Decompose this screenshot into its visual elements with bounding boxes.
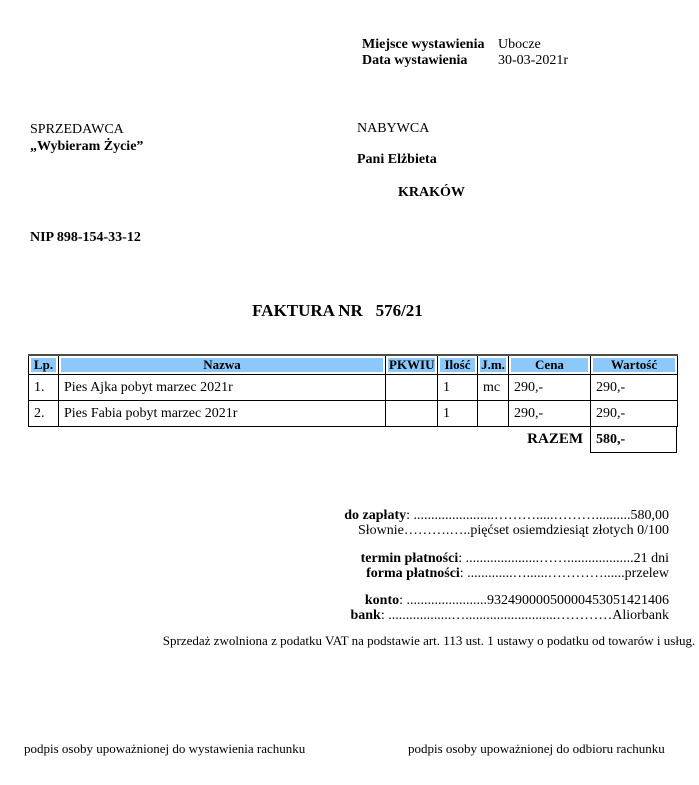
payment-term-line [344, 551, 669, 566]
payment-method-value: : .............…......…………......przelew [459, 566, 669, 581]
issue-date-value: 30-03-2021r [498, 53, 568, 68]
seller-name: „Wybieram Życie” [30, 139, 144, 154]
amount-due-label: do zapłaty [344, 508, 407, 523]
cell-nazwa: Pies Fabia pobyt marzec 2021r [59, 401, 386, 427]
amount-due-value: : .......................……….....………..........580,00 [406, 508, 669, 523]
account-value: : .......................93249000050000453051421406 [399, 593, 669, 608]
bank-label: bank [350, 608, 381, 623]
buyer-name: Pani Elżbieta [357, 152, 437, 167]
cell-lp: 1. [29, 375, 59, 401]
payment-term-label: termin płatności [360, 551, 459, 566]
header-cena: Cena [509, 355, 591, 375]
seller-block [30, 121, 143, 155]
bank-value: : ..................…..........................…………Aliorbank [380, 608, 669, 623]
items-header-row [29, 355, 678, 375]
header-ilosc: Ilość [438, 355, 478, 375]
payment-method-label: forma płatności [366, 566, 460, 581]
bank-line [344, 608, 669, 623]
invoice-title: FAKTURA NR 576/21 [252, 301, 423, 320]
cell-lp: 2. [29, 401, 59, 427]
total-label: RAZEM [527, 431, 583, 447]
issue-date-label: Data wystawienia [362, 53, 468, 68]
payment-block [344, 508, 669, 623]
issue-place-row [362, 37, 568, 53]
buyer-city: KRAKÓW [398, 185, 465, 200]
issue-place-value: Ubocze [498, 37, 541, 52]
cell-nazwa: Pies Ajka pobyt marzec 2021r [59, 375, 386, 401]
issue-block [362, 37, 568, 69]
payment-term-value: : .....................……...................21 dni [458, 551, 669, 566]
cell-cena: 290,- [509, 375, 591, 401]
cell-pkwiu [386, 375, 438, 401]
issue-date-row [362, 53, 568, 69]
header-wartosc: Wartość [591, 355, 678, 375]
issue-place-label: Miejsce wystawienia [362, 37, 485, 52]
header-lp: Lp. [29, 355, 59, 375]
total-value: 580,- [590, 426, 677, 453]
seller-nip: NIP 898-154-33-12 [30, 230, 141, 245]
amount-in-words-line: Słownie……….…..pięćset osiemdziesiąt złotych 0/100 [357, 523, 669, 538]
items-table [28, 354, 678, 427]
signature-issuer-label: podpis osoby upoważnionej do wystawienia rachunku [24, 741, 306, 756]
cell-jm [478, 401, 509, 427]
table-row [29, 375, 678, 401]
cell-wartosc: 290,- [591, 375, 678, 401]
seller-heading: SPRZEDAWCA [30, 122, 124, 137]
total-row [28, 426, 677, 453]
table-row [29, 401, 678, 427]
header-jm: J.m. [478, 355, 509, 375]
cell-cena: 290,- [509, 401, 591, 427]
header-pkwiu: PKWIU [386, 355, 438, 375]
account-line [344, 593, 669, 608]
cell-jm: mc [478, 375, 509, 401]
payment-method-line [344, 566, 669, 581]
amount-due-line [344, 508, 669, 523]
cell-pkwiu [386, 401, 438, 427]
cell-wartosc: 290,- [591, 401, 678, 427]
account-label: konto [364, 593, 400, 608]
cell-ilosc: 1 [438, 401, 478, 427]
header-nazwa: Nazwa [59, 355, 386, 375]
signature-receiver-label: podpis osoby upoważnionej do odbioru rachunku [408, 741, 665, 756]
vat-exemption-note: Sprzedaż zwolniona z podatku VAT na podstawie art. 113 ust. 1 ustawy o podatku od towarów i usług. [162, 633, 696, 648]
buyer-heading: NABYWCA [357, 121, 430, 136]
cell-ilosc: 1 [438, 375, 478, 401]
